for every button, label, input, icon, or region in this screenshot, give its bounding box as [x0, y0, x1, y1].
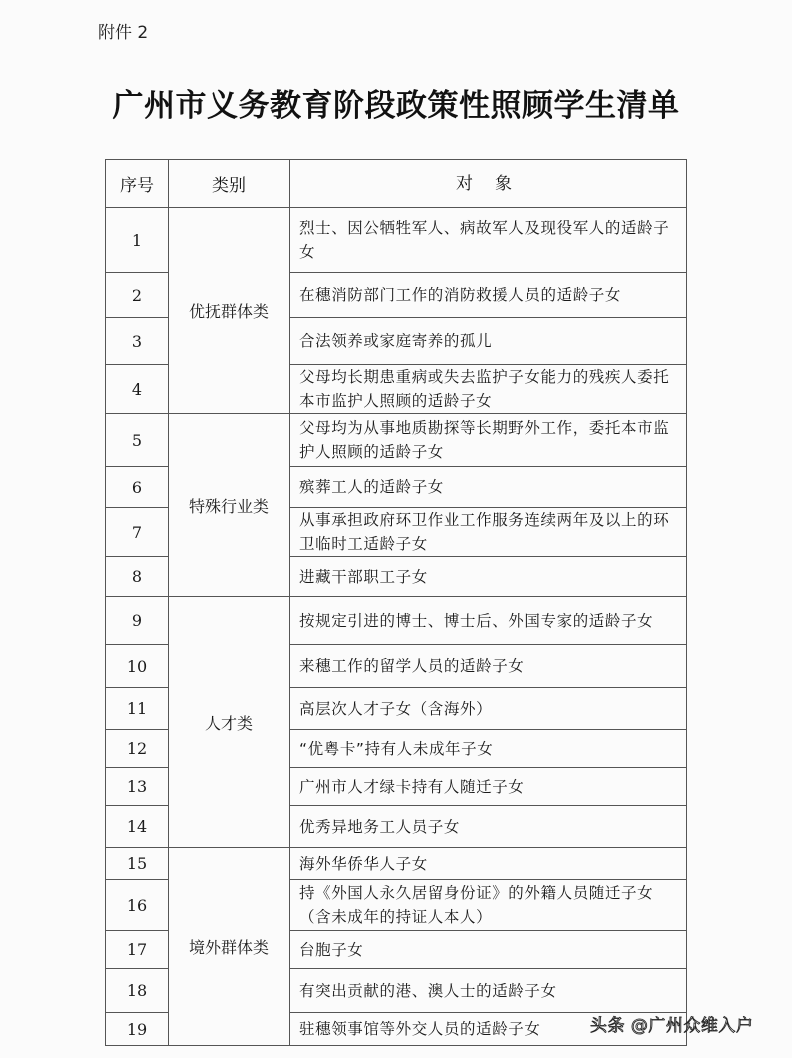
row-seq: 13 [106, 768, 169, 806]
row-seq: 2 [106, 273, 169, 318]
row-object: 来穗工作的留学人员的适龄子女 [290, 645, 686, 688]
row-seq: 10 [106, 645, 169, 688]
row-object: 父母均长期患重病或失去监护子女能力的残疾人委托本市监护人照顾的适龄子女 [290, 365, 686, 414]
category-cell: 人才类 [169, 597, 290, 848]
row-object: 按规定引进的博士、博士后、外国专家的适龄子女 [290, 597, 686, 645]
row-seq: 15 [106, 848, 169, 880]
row-seq: 14 [106, 806, 169, 848]
category-cell: 优抚群体类 [169, 208, 290, 414]
row-seq: 16 [106, 880, 169, 931]
row-object: 高层次人才子女（含海外） [290, 688, 686, 730]
row-object: 优秀异地务工人员子女 [290, 806, 686, 848]
row-seq: 8 [106, 557, 169, 597]
row-seq: 17 [106, 931, 169, 969]
row-seq: 3 [106, 318, 169, 365]
row-object: “优粤卡”持有人未成年子女 [290, 730, 686, 768]
row-object: 有突出贡献的港、澳人士的适龄子女 [290, 969, 686, 1013]
header-category: 类别 [169, 160, 290, 208]
category-cell: 境外群体类 [169, 848, 290, 1046]
document-title: 广州市义务教育阶段政策性照顾学生清单 [112, 88, 680, 124]
category-cell: 特殊行业类 [169, 414, 290, 597]
row-seq: 6 [106, 467, 169, 508]
policy-student-table [105, 159, 687, 1046]
header-object: 对象 [290, 160, 686, 208]
row-object: 从事承担政府环卫作业工作服务连续两年及以上的环卫临时工适龄子女 [290, 508, 686, 557]
row-object: 在穗消防部门工作的消防救援人员的适龄子女 [290, 273, 686, 318]
row-seq: 19 [106, 1013, 169, 1046]
row-object: 合法领养或家庭寄养的孤儿 [290, 318, 686, 365]
row-seq: 18 [106, 969, 169, 1013]
row-object: 台胞子女 [290, 931, 686, 969]
row-seq: 11 [106, 688, 169, 730]
header-seq: 序号 [106, 160, 169, 208]
row-object: 持《外国人永久居留身份证》的外籍人员随迁子女（含未成年的持证人本人） [290, 880, 686, 931]
row-seq: 7 [106, 508, 169, 557]
row-seq: 12 [106, 730, 169, 768]
row-seq: 1 [106, 208, 169, 273]
watermark: 头条 @广州众维入户 [590, 1016, 754, 1036]
row-seq: 9 [106, 597, 169, 645]
row-object: 殡葬工人的适龄子女 [290, 467, 686, 508]
row-object: 烈士、因公牺牲军人、病故军人及现役军人的适龄子女 [290, 208, 686, 273]
row-seq: 4 [106, 365, 169, 414]
attachment-label: 附件 2 [98, 23, 149, 43]
row-object: 广州市人才绿卡持有人随迁子女 [290, 768, 686, 806]
row-object: 进藏干部职工子女 [290, 557, 686, 597]
row-object: 海外华侨华人子女 [290, 848, 686, 880]
row-object: 驻穗领事馆等外交人员的适龄子女 [290, 1013, 686, 1046]
row-object: 父母均为从事地质勘探等长期野外工作，委托本市监护人照顾的适龄子女 [290, 414, 686, 467]
row-seq: 5 [106, 414, 169, 467]
